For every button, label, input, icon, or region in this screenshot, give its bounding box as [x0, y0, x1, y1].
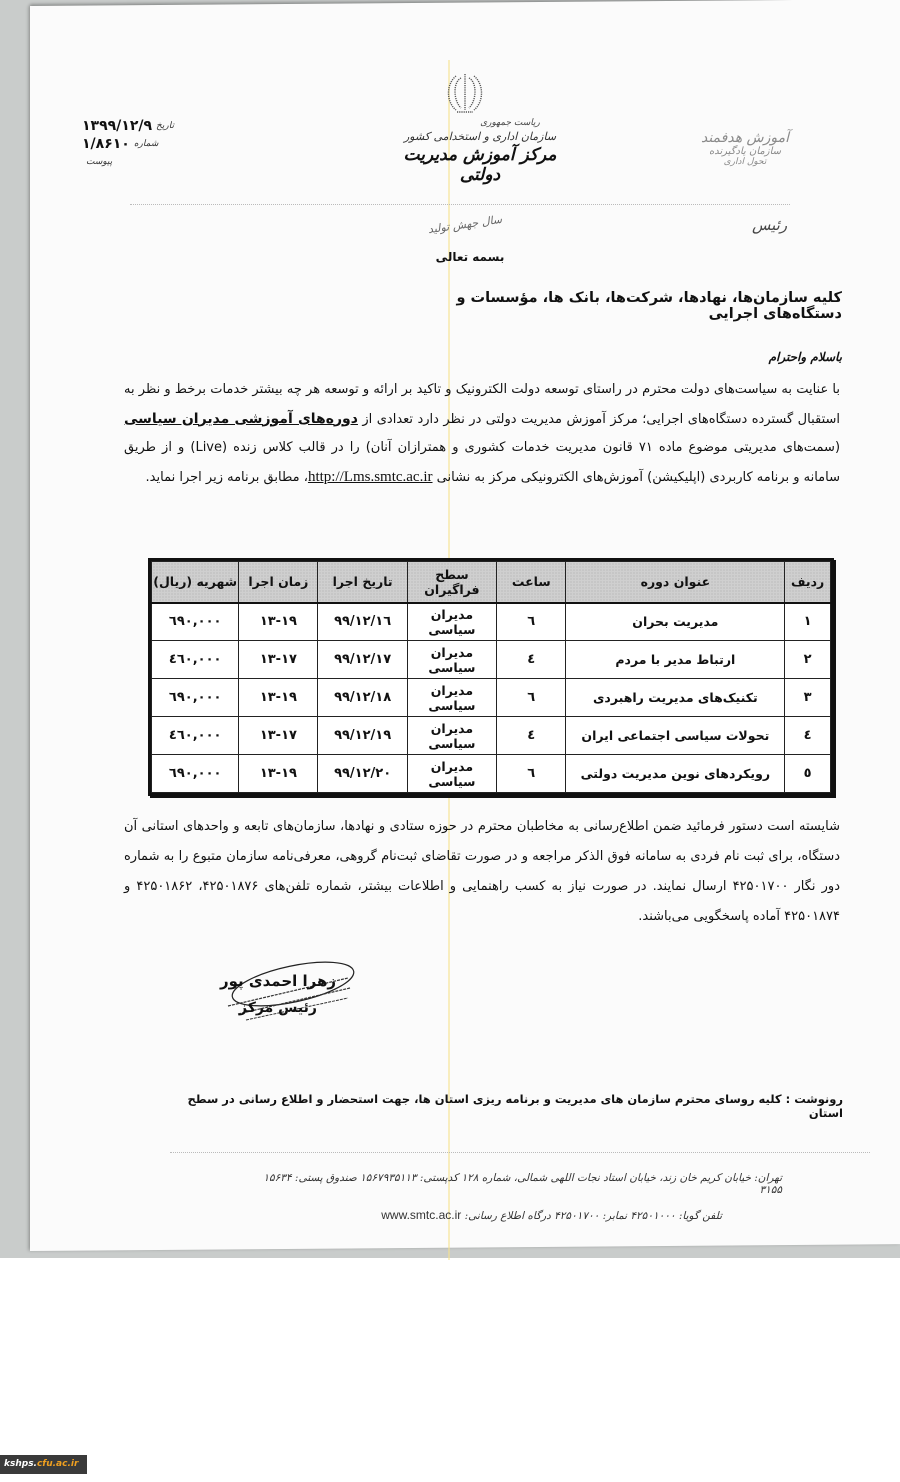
cell-audience: مدیران سیاسی — [407, 679, 496, 717]
invocation: بسمه تعالی — [435, 250, 505, 264]
meta-number-value: ۱/۸۶۱۰ — [82, 136, 130, 152]
table-row — [152, 679, 831, 717]
cell-hours: ٤ — [497, 641, 566, 679]
course-emphasis: دوره‌های آموزشی مدیران سیاسی — [124, 410, 358, 427]
cell-fee: ٦۹۰,۰۰۰ — [152, 755, 239, 793]
cell-date: ۹۹/۱۲/۱۸ — [318, 679, 407, 717]
cell-fee: ٦۹۰,۰۰۰ — [152, 679, 239, 717]
meta-date — [82, 117, 192, 135]
footer-website-link[interactable]: www.smtc.ac.ir — [381, 1208, 462, 1222]
footer-divider — [170, 1152, 870, 1153]
cell-row-number: ۱ — [785, 603, 831, 641]
carbon-copy-line: رونوشت : کلیه روسای محترم سازمان های مدیریت و برنامه ریزی استان ها، جهت استحضار و اطلاع رسانی در سطح استان — [187, 1092, 843, 1120]
cell-course-title: رویکردهای نوین مدیریت دولتی — [566, 755, 785, 793]
signatory-title: رئیس مرکز — [239, 1000, 317, 1016]
body1-intro: با عنایت به سیاست‌های دولت محترم در راستای توسعه دولت الکترونیک و تاکید بر ارائه و توسعه هر چه بیشتر خدمات برخط و نظر به استقبال گسترده دستگاه‌های اجرایی؛ مرکز آموزش مدیریت دولتی در نظر دارد تعدادی از — [124, 382, 840, 427]
meta-attachment — [82, 153, 192, 171]
letter-meta — [82, 117, 192, 171]
recipient-mark: رئیس — [752, 216, 788, 234]
table-header-row — [152, 562, 831, 603]
body1-middle: (سمت‌های مدیریتی موضوع ماده ۷۱ قانون مدیریت خدمات کشوری و همترازان آنان) را در قالب کلاس زنده (Live) و از طریق سامانه و برنامه کاربردی (اپلیکیشن) آموزش‌های الکترونیکی مرکز به نشانی — [124, 440, 841, 485]
table-row — [152, 603, 831, 641]
site-watermark — [0, 1455, 87, 1474]
cell-row-number: ۳ — [785, 679, 831, 717]
addressee: کلیه سازمان‌ها، نهادها، شرکت‌ها، بانک ها، مؤسسات و دستگاه‌های اجرایی — [456, 290, 842, 322]
cell-row-number: ٥ — [785, 755, 831, 793]
lms-link[interactable]: http://Lms.smtc.ac.ir — [307, 468, 433, 485]
cell-audience: مدیران سیاسی — [407, 603, 496, 641]
national-emblem-icon — [443, 70, 487, 116]
footer-phone-fax: تلفن گویا: ۴۲۵۰۱۰۰۰ نمابر: ۴۲۵۰۱۷۰۰ درگاه اطلاع رسانی: — [464, 1210, 722, 1222]
slogan-line-3: تحول اداری — [723, 157, 767, 167]
col-header-row-number: ردیف — [785, 562, 831, 603]
cell-time: ۱۳-۱۹ — [239, 755, 318, 793]
cell-hours: ٦ — [497, 679, 566, 717]
cell-date: ۹۹/۱۲/۱۷ — [318, 641, 407, 679]
table-row — [152, 717, 831, 755]
org-parent: سازمان اداری و استخدامی کشور — [403, 130, 557, 143]
meta-date-label: تاریخ — [156, 121, 174, 131]
table-row — [152, 755, 831, 793]
cell-hours: ٦ — [497, 755, 566, 793]
col-header-hours: ساعت — [497, 562, 566, 603]
signature-block — [198, 958, 358, 1048]
cell-audience: مدیران سیاسی — [407, 641, 496, 679]
cell-course-title: مدیریت بحران — [566, 603, 785, 641]
org-name: مرکز آموزش مدیریت دولتی — [403, 145, 557, 185]
cell-row-number: ٤ — [785, 717, 831, 755]
course-schedule-table — [148, 558, 834, 796]
footer-address: تهران: خیابان کریم خان زند، خیابان استاد نجات اللهی شمالی، شماره ۱۲۸ کدپستی: ۱۵۶۷۹۳۵۱۱۳ صندوق پستی: ۱۵۶۳۴ ۳۱۵۵ — [263, 1172, 782, 1196]
cell-hours: ٤ — [497, 717, 566, 755]
slogan-stamp — [670, 130, 820, 167]
cell-time: ۱۳-۱۷ — [239, 641, 318, 679]
org-presidency: ریاست جمهوری — [480, 118, 540, 128]
cell-course-title: ارتباط مدیر با مردم — [566, 641, 785, 679]
cell-fee: ٦۹۰,۰۰۰ — [152, 603, 239, 641]
col-header-time: زمان اجرا — [239, 562, 318, 603]
signatory-name: زهرا احمدی پور — [219, 972, 337, 990]
meta-number-label: شماره — [133, 139, 159, 149]
body-paragraph-2: شایسته است دستور فرمائید ضمن اطلاع‌رسانی به مخاطبان محترم در حوزه ستادی و نهادها، سازمان‌های تابعه و واحدهای استانی آن دستگاه، برای ثبت نام فردی به سامانه فوق الذکر مراجعه و در صورت تقاضای ثبت‌نام گروهی، معرفی‌نامه سازمان متبوع را به شماره دور نگار ۴۲۵۰۱۷۰۰ ارسال نمایند. در صورت نیاز به کسب راهنمایی و اطلاعات بیشتر، شماره تلفن‌های ۴۲۵۰۱۸۷۶، ۴۲۵۰۱۸۶۲ و ۴۲۵۰۱۸۷۴ آماده پاسخگویی می‌باشند. — [124, 819, 840, 924]
meta-attachment-label: پیوست — [86, 157, 113, 167]
cell-date: ۹۹/۱۲/۱۹ — [318, 717, 407, 755]
cell-fee: ٤٦۰,۰۰۰ — [152, 717, 239, 755]
cell-audience: مدیران سیاسی — [407, 755, 496, 793]
cell-course-title: تحولات سیاسی اجتماعی ایران — [566, 717, 785, 755]
cell-audience: مدیران سیاسی — [407, 717, 496, 755]
cell-time: ۱۳-۱۹ — [239, 603, 318, 641]
cell-row-number: ۲ — [785, 641, 831, 679]
cell-time: ۱۳-۱۷ — [239, 717, 318, 755]
cell-time: ۱۳-۱۹ — [239, 679, 318, 717]
header-divider — [130, 204, 790, 205]
col-header-audience: سطح فراگیران — [407, 562, 496, 603]
col-header-date: تاریخ اجرا — [318, 562, 407, 603]
table-row — [152, 641, 831, 679]
cell-date: ۹۹/۱۲/۱٦ — [318, 603, 407, 641]
cell-fee: ٤٦۰,۰۰۰ — [152, 641, 239, 679]
meta-date-value: ۱۳۹۹/۱۲/۹ — [82, 118, 153, 134]
watermark-prefix: kshps. — [4, 1459, 37, 1469]
col-header-course-title: عنوان دوره — [566, 562, 785, 603]
year-slogan: سال جهش تولید — [427, 212, 503, 237]
greeting: باسلام واحترام — [768, 350, 842, 364]
meta-number — [82, 135, 192, 153]
footer-contact — [282, 1208, 722, 1222]
cell-hours: ٦ — [497, 603, 566, 641]
slogan-line-1: آموزش هدفمند — [700, 130, 789, 146]
body1-end: ، مطابق برنامه زیر اجرا نماید. — [145, 469, 308, 485]
body-paragraph-1 — [124, 376, 840, 492]
slogan-line-2: سازمان یادگیرنده — [708, 146, 782, 157]
cell-course-title: تکنیک‌های مدیریت راهبردی — [566, 679, 785, 717]
cell-date: ۹۹/۱۲/۲۰ — [318, 755, 407, 793]
organization-header — [390, 118, 570, 185]
col-header-fee: شهریه (ریال) — [152, 562, 239, 603]
watermark-domain: cfu.ac.ir — [36, 1459, 79, 1469]
